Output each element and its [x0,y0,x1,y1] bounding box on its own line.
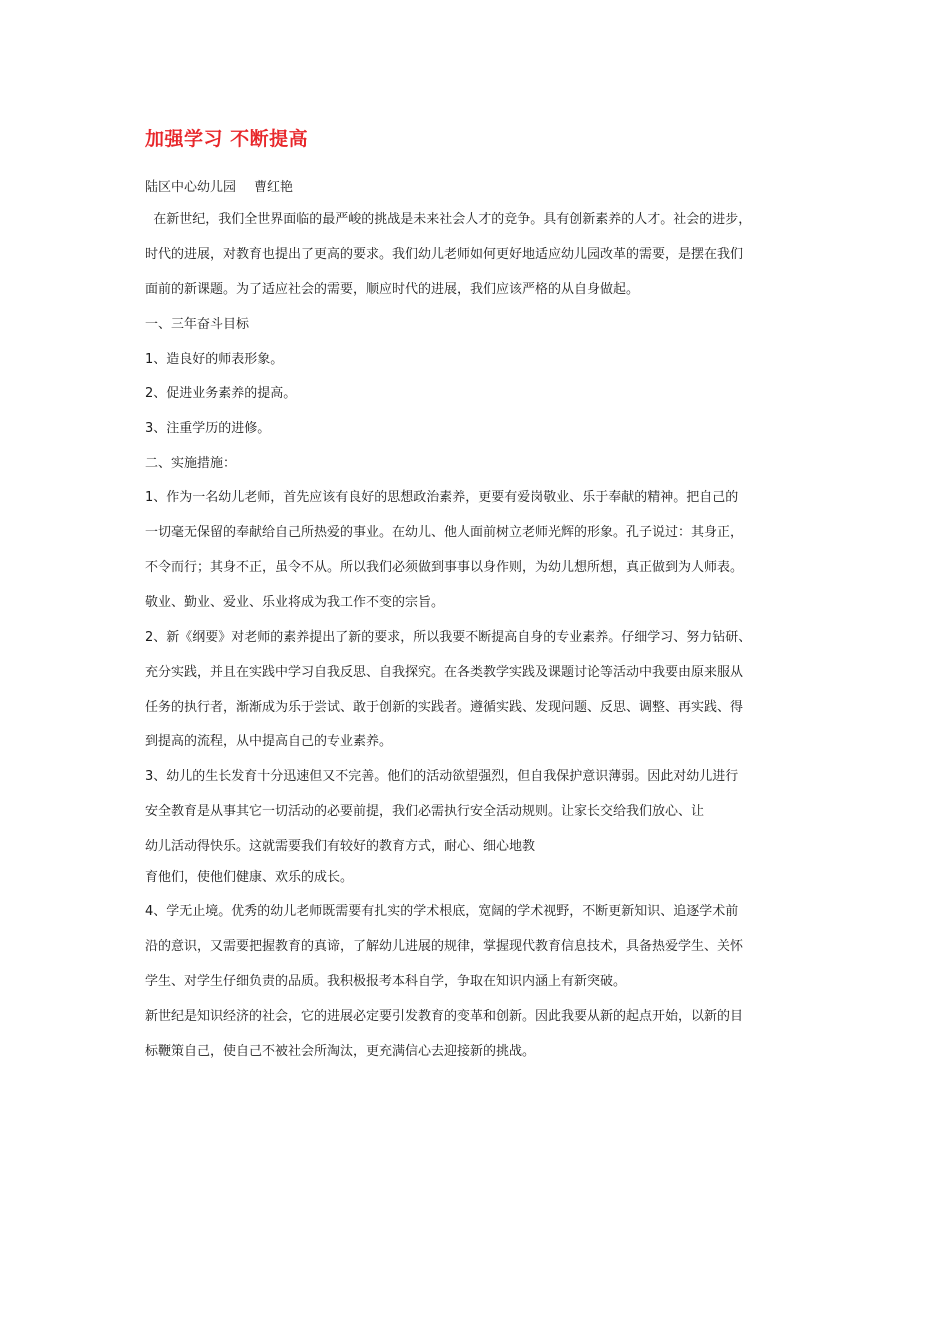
body-line: 幼儿活动得快乐。这就需要我们有较好的教育方式，耐心、细心地教 [145,839,536,854]
body-line: 4、学无止境。优秀的幼儿老师既需要有扎实的学术根底，宽阔的学术视野，不断更新知识、追逐学术前 [145,904,739,919]
author-name: 曹红艳 [254,180,294,195]
author-line [145,180,293,196]
body-line: 敬业、勤业、爱业、乐业将成为我工作不变的宗旨。 [145,595,445,610]
body-line: 一切毫无保留的奉献给自己所热爱的事业。在幼儿、他人面前树立老师光辉的形象。孔子说过：其身正， [145,525,744,540]
body-line: 到提高的流程，从中提高自己的专业素养。 [145,734,393,749]
body-line: 3、幼儿的生长发育十分迅速但又不完善。他们的活动欲望强烈，但自我保护意识薄弱。因此对幼儿进行 [145,769,739,784]
body-line: 在新世纪，我们全世界面临的最严峻的挑战是未来社会人才的竞争。具有创新素养的人才。社会的进步， [145,212,752,227]
author-org: 陆区中心幼儿园 [145,180,237,195]
body-line: 安全教育是从事其它一切活动的必要前提，我们必需执行安全活动规则。让家长交给我们放心、让 [145,804,705,819]
document-title: 加强学习 不断提高 [145,128,309,150]
body-line: 不令而行；其身不正，虽令不从。所以我们必须做到事事以身作则，为幼儿想所想，真正做到为人师表。 [145,560,744,575]
body-line: 面前的新课题。为了适应社会的需要，顺应时代的进展，我们应该严格的从自身做起。 [145,282,640,297]
body-line: 新世纪是知识经济的社会，它的进展必定要引发教育的变革和创新。因此我要从新的起点开始，以新的目 [145,1009,744,1024]
body-line: 沿的意识，又需要把握教育的真谛，了解幼儿进展的规律，掌握现代教育信息技术，具备热爱学生、关怀 [145,939,744,954]
body-line: 学生、对学生仔细负责的品质。我积极报考本科自学，争取在知识内涵上有新突破。 [145,974,627,989]
list-item: 1、造良好的师表形象。 [145,352,284,367]
body-line: 充分实践，并且在实践中学习自我反思、自我探究。在各类教学实践及课题讨论等活动中我要由原来服从 [145,665,744,680]
body-line: 标鞭策自己，使自己不被社会所淘汰，更充满信心去迎接新的挑战。 [145,1044,536,1059]
list-item: 2、促进业务素养的提高。 [145,386,297,401]
body-line: 育他们，使他们健康、欢乐的成长。 [145,870,354,885]
body-line: 2、新《纲要》对老师的素养提出了新的要求，所以我要不断提高自身的专业素养。仔细学习、努力钻研、 [145,630,752,645]
section-heading: 二、实施措施： [145,456,237,471]
body-line: 1、作为一名幼儿老师，首先应该有良好的思想政治素养，更要有爱岗敬业、乐于奉献的精神。把自己的 [145,490,739,505]
body-line: 任务的执行者，渐渐成为乐于尝试、敢于创新的实践者。遵循实践、发现问题、反思、调整、再实践、得 [145,700,744,715]
list-item: 3、注重学历的进修。 [145,421,271,436]
body-line: 时代的进展，对教育也提出了更高的要求。我们幼儿老师如何更好地适应幼儿园改革的需要，是摆在我们 [145,247,744,262]
section-heading: 一、三年奋斗目标 [145,317,250,332]
